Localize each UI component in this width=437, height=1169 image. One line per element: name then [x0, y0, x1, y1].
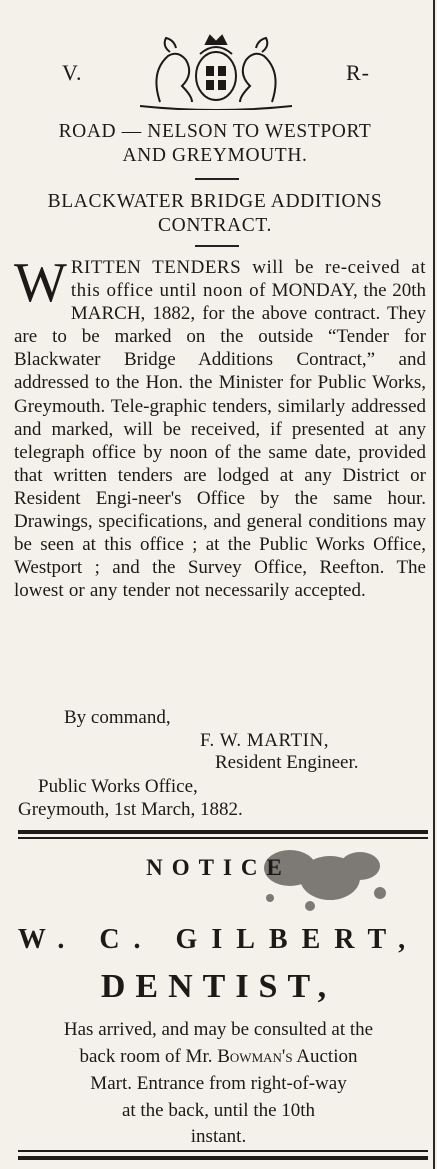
advert-line: instant.	[190, 1126, 247, 1147]
headline-route	[0, 120, 430, 168]
drop-cap: W	[14, 252, 67, 314]
advert-line: Has arrived, and may be consulted at the	[63, 1019, 374, 1040]
office-date: Greymouth, 1st March, 1882.	[18, 799, 243, 820]
advertiser-profession: DENTIST,	[100, 968, 337, 1005]
advert-line	[0, 1045, 437, 1068]
advertiser-name: W. C. GILBERT,	[17, 924, 420, 955]
advert-line: at the back, until the 10th	[121, 1100, 316, 1121]
signatory-title: Resident Engineer.	[215, 752, 359, 773]
divider	[195, 178, 239, 180]
headline-contract	[0, 190, 430, 238]
advert-text: Bowman's	[217, 1046, 293, 1067]
section-rule	[18, 1150, 428, 1152]
header-v: V.	[62, 60, 83, 85]
office-address: Public Works Office,	[38, 776, 198, 797]
divider	[195, 245, 239, 247]
advert-line: Mart. Entrance from right-of-way	[90, 1073, 347, 1094]
royal-coat-of-arms-icon	[120, 32, 312, 110]
signatory-name: F. W. MARTIN,	[200, 730, 329, 751]
body-date: MONDAY, the 20th MARCH, 1882,	[70, 280, 427, 325]
headline-line: AND GREYMOUTH.	[122, 145, 308, 166]
by-command: By command,	[64, 707, 171, 728]
header-r: R-	[346, 60, 370, 85]
body-text-rest: for the above contract. They are to be marked on the outside “Tender for Blackwater Bridge Additions Contract,” and addressed to the Hon. the Minister for Public Works, Greymouth. Tele-graphic tenders, similarly addressed and marked, will be received, if presented at any telegraph office by noon of the same date, provided that written tenders are lodged at any District or Resident Engi-neer's Office by the same hour. Drawings, specifications, and general conditions may be seen at this office ; at the Public Works Office, Westport ; and the Survey Office, Reefton. The lowest or any tender not necessarily accepted.	[14, 303, 426, 602]
body-text-start: RITTEN TENDERS will be re-ceived at this office until noon of	[70, 257, 426, 302]
advert-text: Auction	[292, 1046, 358, 1067]
headline-line: BLACKWATER BRIDGE ADDITIONS	[47, 191, 383, 212]
headline-line: ROAD — NELSON TO WESTPORT	[58, 121, 372, 142]
section-rule	[18, 1156, 428, 1160]
section-rule	[18, 830, 428, 834]
notice-heading: NOTICE	[146, 855, 291, 880]
advert-text: back room of Mr.	[79, 1046, 218, 1067]
tender-notice-body	[14, 252, 427, 602]
headline-line: CONTRACT.	[158, 215, 272, 236]
